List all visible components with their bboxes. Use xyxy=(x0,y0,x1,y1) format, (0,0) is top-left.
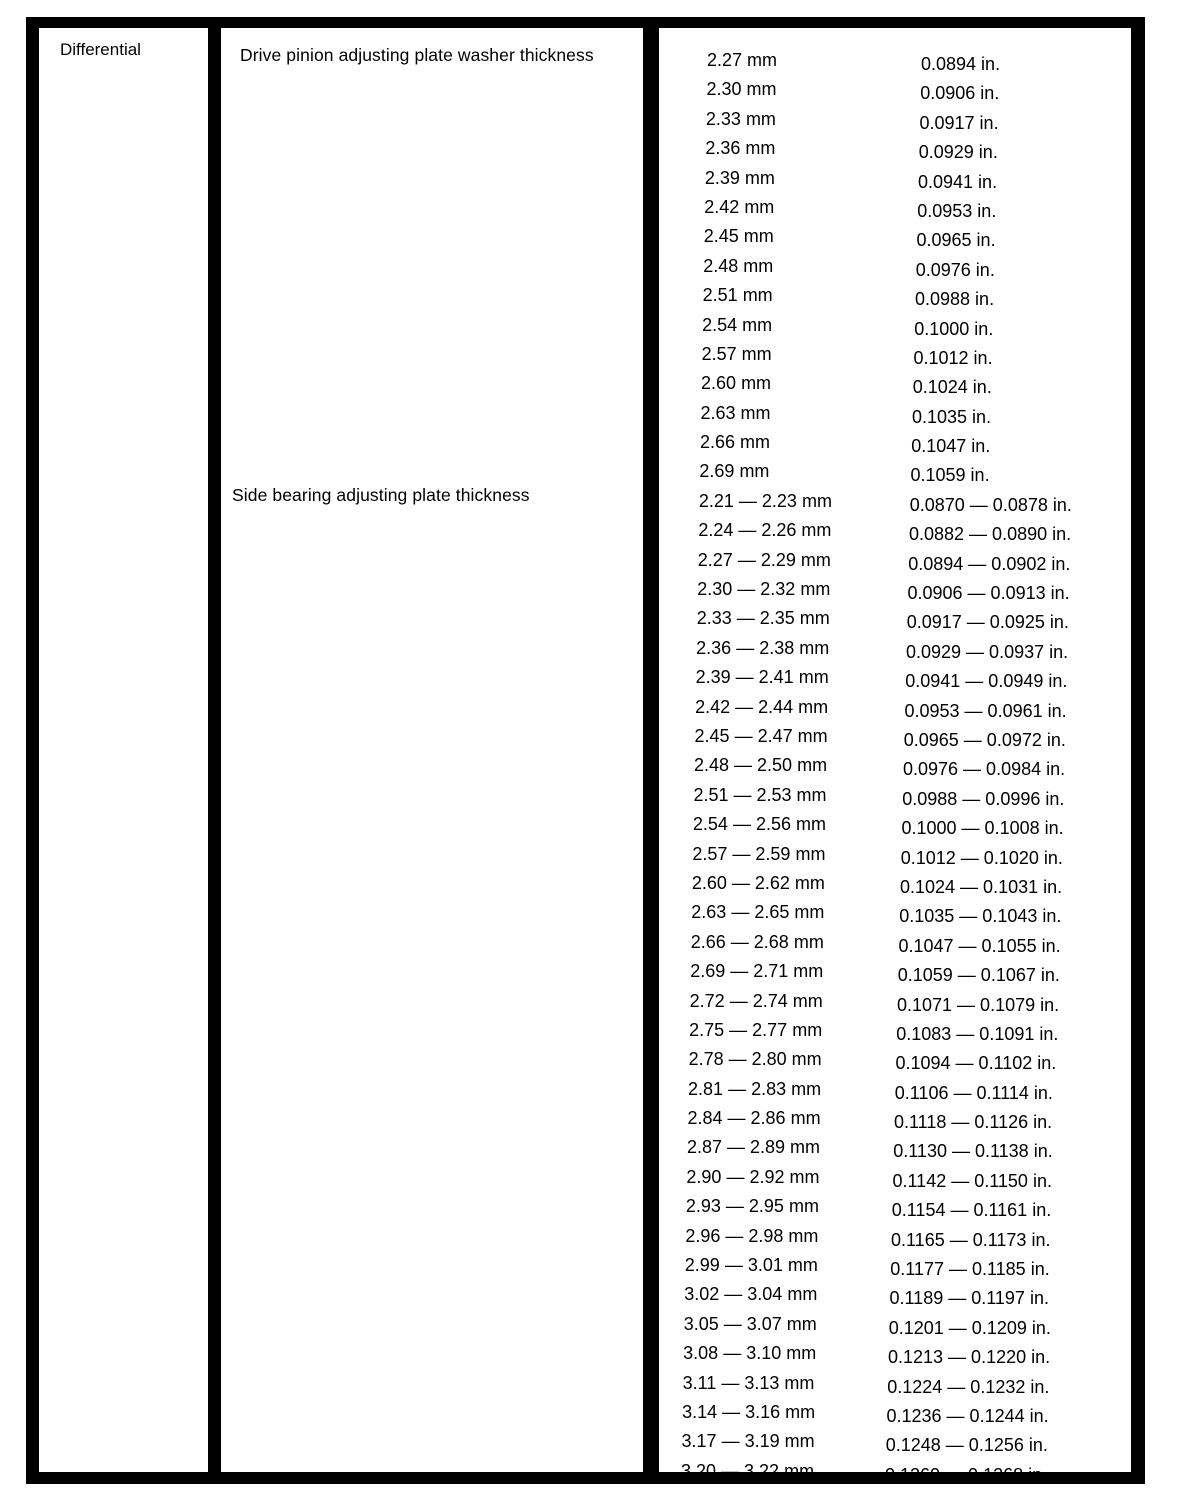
parameter-column xyxy=(221,28,643,1472)
value-list xyxy=(659,50,1131,1490)
imperial-value: 0.0976 in. xyxy=(915,259,995,280)
value-row xyxy=(659,461,1131,490)
value-row xyxy=(659,138,1131,167)
imperial-value: 0.1059 — 0.1067 in. xyxy=(897,965,1060,986)
imperial-value: 0.0988 in. xyxy=(915,289,995,310)
imperial-value: 0.1201 — 0.1209 in. xyxy=(888,1317,1051,1338)
value-row xyxy=(659,344,1131,373)
metric-value: 2.36 mm xyxy=(705,138,776,159)
metric-value: 2.45 mm xyxy=(703,226,774,247)
imperial-value: 0.1189 — 0.1197 in. xyxy=(889,1288,1049,1309)
metric-value: 2.57 — 2.59 mm xyxy=(692,843,826,864)
imperial-value: 0.1154 — 0.1161 in. xyxy=(891,1200,1052,1221)
value-row xyxy=(659,1431,1131,1460)
metric-value: 3.17 — 3.19 mm xyxy=(681,1431,815,1452)
metric-value: 2.96 — 2.98 mm xyxy=(685,1225,819,1246)
value-row xyxy=(659,932,1131,961)
value-row xyxy=(659,1108,1131,1137)
metric-value: 2.51 mm xyxy=(702,285,773,306)
imperial-value: 0.1118 — 0.1126 in. xyxy=(894,1112,1053,1133)
imperial-value: 0.1236 — 0.1244 in. xyxy=(886,1405,1049,1426)
value-row xyxy=(659,1284,1131,1313)
metric-value: 2.54 mm xyxy=(702,314,773,335)
value-row xyxy=(659,1167,1131,1196)
value-row xyxy=(659,755,1131,784)
value-row xyxy=(659,1079,1131,1108)
imperial-value: 0.1024 — 0.1031 in. xyxy=(900,876,1063,897)
imperial-value: 0.1000 in. xyxy=(914,318,994,339)
imperial-value: 0.0988 — 0.0996 in. xyxy=(902,788,1065,809)
values-column xyxy=(659,28,1131,1485)
imperial-value: 0.0941 in. xyxy=(918,171,998,192)
imperial-value: 0.1000 — 0.1008 in. xyxy=(901,818,1064,839)
imperial-value: 0.0894 in. xyxy=(921,54,1001,74)
value-row xyxy=(659,197,1131,226)
value-row xyxy=(659,403,1131,432)
imperial-value: 0.1035 — 0.1043 in. xyxy=(899,906,1062,927)
metric-value: 2.39 mm xyxy=(704,167,775,188)
imperial-value: 0.1165 — 0.1173 in. xyxy=(891,1229,1051,1250)
metric-value: 2.33 — 2.35 mm xyxy=(696,608,830,629)
value-row xyxy=(659,432,1131,461)
imperial-value: 0.0965 — 0.0972 in. xyxy=(903,729,1066,750)
value-row xyxy=(659,285,1131,314)
imperial-value: 0.0894 — 0.0902 in. xyxy=(908,553,1071,574)
imperial-value: 0.0929 in. xyxy=(918,142,998,163)
metric-value: 2.39 — 2.41 mm xyxy=(695,667,829,688)
metric-value: 3.08 — 3.10 mm xyxy=(683,1343,817,1364)
metric-value: 2.72 — 2.74 mm xyxy=(689,990,823,1011)
imperial-value: 0.1024 in. xyxy=(912,377,992,398)
imperial-value: 0.1083 — 0.1091 in. xyxy=(896,1023,1059,1044)
imperial-value: 0.1130 — 0.1138 in. xyxy=(893,1141,1053,1162)
value-row xyxy=(659,991,1131,1020)
imperial-value: 0.1213 — 0.1220 in. xyxy=(888,1347,1051,1368)
value-row xyxy=(659,1226,1131,1255)
metric-value: 2.87 — 2.89 mm xyxy=(686,1137,821,1158)
metric-value: 2.42 mm xyxy=(704,196,775,217)
metric-value: 2.60 — 2.62 mm xyxy=(691,872,825,893)
imperial-value: 0.1260 — 0.1268 in. xyxy=(885,1464,1048,1485)
value-row xyxy=(659,1343,1131,1372)
value-row xyxy=(659,491,1131,520)
metric-value: 2.48 — 2.50 mm xyxy=(694,755,828,776)
imperial-value: 0.1071 — 0.1079 in. xyxy=(897,994,1060,1015)
metric-value: 2.27 mm xyxy=(707,50,778,70)
value-row xyxy=(659,256,1131,285)
value-row xyxy=(659,315,1131,344)
section-column xyxy=(39,28,208,1472)
value-row xyxy=(659,667,1131,696)
value-row xyxy=(659,1461,1131,1490)
value-row xyxy=(659,1314,1131,1343)
spec-table xyxy=(26,17,1145,1484)
imperial-value: 0.1047 in. xyxy=(911,436,991,457)
value-row xyxy=(659,1020,1131,1049)
imperial-value: 0.1177 — 0.1185 in. xyxy=(890,1259,1050,1280)
imperial-value: 0.1012 — 0.1020 in. xyxy=(900,847,1063,868)
value-row xyxy=(659,1049,1131,1078)
imperial-value: 0.1047 — 0.1055 in. xyxy=(898,935,1061,956)
parameter-label-pinion-washer: Drive pinion adjusting plate washer thickness xyxy=(240,45,594,65)
metric-value: 2.75 — 2.77 mm xyxy=(689,1019,823,1040)
metric-value: 2.60 mm xyxy=(701,373,772,394)
imperial-value: 0.1059 in. xyxy=(910,465,990,486)
imperial-value: 0.0906 in. xyxy=(920,83,1000,104)
value-row xyxy=(659,697,1131,726)
metric-value: 2.69 mm xyxy=(699,461,770,482)
metric-value: 2.78 — 2.80 mm xyxy=(688,1049,822,1070)
value-row xyxy=(659,550,1131,579)
metric-value: 3.14 — 3.16 mm xyxy=(682,1401,816,1422)
value-row xyxy=(659,1402,1131,1431)
value-row xyxy=(659,1137,1131,1166)
imperial-value: 0.0917 — 0.0925 in. xyxy=(906,612,1069,633)
metric-value: 2.66 mm xyxy=(699,432,770,453)
imperial-value: 0.1224 — 0.1232 in. xyxy=(887,1376,1050,1397)
value-row xyxy=(659,902,1131,931)
value-row xyxy=(659,1255,1131,1284)
value-row xyxy=(659,785,1131,814)
metric-value: 2.90 — 2.92 mm xyxy=(686,1166,820,1187)
metric-value: 2.24 — 2.26 mm xyxy=(698,520,832,541)
imperial-value: 0.1142 — 0.1150 in. xyxy=(892,1170,1052,1191)
value-row xyxy=(659,1373,1131,1402)
metric-value: 2.93 — 2.95 mm xyxy=(685,1196,819,1217)
metric-value: 3.05 — 3.07 mm xyxy=(683,1313,817,1334)
imperial-value: 0.0953 — 0.0961 in. xyxy=(904,700,1067,721)
metric-value: 3.02 — 3.04 mm xyxy=(684,1284,818,1305)
parameter-label-side-bearing-plate: Side bearing adjusting plate thickness xyxy=(232,485,530,505)
metric-value: 2.30 — 2.32 mm xyxy=(697,579,831,600)
value-row xyxy=(659,873,1131,902)
value-row xyxy=(659,608,1131,637)
value-row xyxy=(659,168,1131,197)
metric-value: 2.42 — 2.44 mm xyxy=(695,696,829,717)
imperial-value: 0.1012 in. xyxy=(913,347,993,368)
metric-value: 2.33 mm xyxy=(705,108,776,129)
value-row xyxy=(659,638,1131,667)
imperial-value: 0.0906 — 0.0913 in. xyxy=(907,583,1070,604)
value-row xyxy=(659,50,1131,79)
value-row xyxy=(659,961,1131,990)
value-row xyxy=(659,726,1131,755)
imperial-value: 0.0965 in. xyxy=(916,230,996,251)
metric-value: 2.57 mm xyxy=(701,343,772,364)
value-row xyxy=(659,373,1131,402)
value-row xyxy=(659,844,1131,873)
value-row xyxy=(659,814,1131,843)
metric-value: 2.21 — 2.23 mm xyxy=(698,490,832,511)
metric-value: 2.51 — 2.53 mm xyxy=(693,784,827,805)
value-row xyxy=(659,109,1131,138)
metric-value: 2.27 — 2.29 mm xyxy=(697,549,831,570)
metric-value: 2.66 — 2.68 mm xyxy=(690,931,824,952)
imperial-value: 0.1094 — 0.1102 in. xyxy=(895,1053,1057,1074)
metric-value: 3.20 — 3.22 mm xyxy=(681,1460,815,1481)
imperial-value: 0.0870 — 0.0878 in. xyxy=(909,494,1072,515)
imperial-value: 0.0941 — 0.0949 in. xyxy=(905,671,1068,692)
metric-value: 2.30 mm xyxy=(706,79,777,100)
imperial-value: 0.0929 — 0.0937 in. xyxy=(906,641,1069,662)
metric-value: 2.84 — 2.86 mm xyxy=(687,1108,821,1129)
value-row xyxy=(659,1196,1131,1225)
metric-value: 2.63 — 2.65 mm xyxy=(691,902,825,923)
value-row xyxy=(659,520,1131,549)
value-row xyxy=(659,226,1131,255)
metric-value: 2.54 — 2.56 mm xyxy=(692,814,826,835)
metric-value: 2.63 mm xyxy=(700,402,771,423)
metric-value: 2.36 — 2.38 mm xyxy=(696,637,830,658)
value-row xyxy=(659,579,1131,608)
metric-value: 2.81 — 2.83 mm xyxy=(688,1078,822,1099)
imperial-value: 0.1248 — 0.1256 in. xyxy=(885,1435,1048,1456)
imperial-value: 0.1106 — 0.1114 in. xyxy=(894,1082,1053,1103)
imperial-value: 0.0953 in. xyxy=(917,200,997,221)
metric-value: 2.45 — 2.47 mm xyxy=(694,725,828,746)
section-label: Differential xyxy=(60,40,141,59)
imperial-value: 0.0882 — 0.0890 in. xyxy=(909,524,1072,545)
imperial-value: 0.0976 — 0.0984 in. xyxy=(903,759,1066,780)
metric-value: 3.11 — 3.13 mm xyxy=(682,1372,815,1393)
metric-value: 2.99 — 3.01 mm xyxy=(684,1255,818,1276)
value-row xyxy=(659,79,1131,108)
imperial-value: 0.1035 in. xyxy=(912,406,992,427)
imperial-value: 0.0917 in. xyxy=(919,112,999,133)
metric-value: 2.69 — 2.71 mm xyxy=(690,961,824,982)
metric-value: 2.48 mm xyxy=(703,255,774,276)
